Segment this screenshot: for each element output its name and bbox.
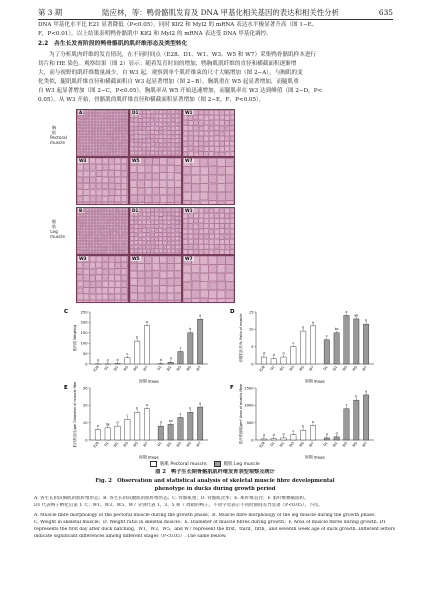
running-header [38,6,393,18]
x-tick-label: W1 [331,365,339,372]
y-tick-label: 250 [80,310,88,315]
significance-letter: d [159,420,162,425]
x-tick-label: W7 [361,365,368,372]
x-tick-label: W5 [298,365,305,372]
paragraph-line: 自 W3 起显著增加（图 2−C，P<0.05）。胸肌率从 W5 开始迅速增加，而腿肌率在 W3 达到峰值（图 2−D，P< [38,88,323,94]
x-tick-label: D1 [269,365,276,372]
significance-letter: a [199,313,202,318]
significance-letter: a [312,320,315,325]
x-tick-label: W5 [185,365,193,372]
y-tick-label: 10 [248,327,254,332]
tile-label: D1 [132,110,139,115]
bar [197,407,202,440]
running-title: 陆应林，等：鸭骨骼肌发育及 DNA 甲基化相关基因的表达和相关性分析 [102,7,339,17]
he-stain-image [77,208,128,254]
bar [125,358,130,364]
bar [168,362,173,364]
he-stain-image [183,110,234,156]
x-tick-label: W3 [122,441,130,448]
significance-letter: b [189,327,192,332]
micrograph-tile [182,207,235,255]
x-tick-label: W1 [112,441,120,448]
significance-letter: a [199,401,202,406]
row-label-pectoral: 胸肌 Pectoral muscle [50,125,67,145]
significance-letter: c [292,341,295,346]
bar [291,435,296,440]
bar [271,359,276,364]
he-stain-image [130,208,181,254]
figure-caption-cn: 图 2 鸭子生长期骨骼肌肌纤维发育表型观察及统计 [155,469,275,475]
significance-letter: d [169,356,172,361]
significance-letter: d [325,432,328,437]
x-axis-label: 时期 Stage [305,378,325,384]
y-tick-label: 15 [248,310,254,315]
y-axis-label: 肌纤维面积/μm² Area of muscle fibre [239,383,243,445]
he-stain-image [130,256,181,302]
y-tick-label: 5 [251,344,254,349]
chart-legend [150,461,260,467]
bar [135,412,140,440]
significance-letter: cd [168,418,173,423]
y-tick-label: 1500 [244,386,254,391]
significance-letter: b [355,394,358,399]
bar [261,439,266,440]
micrograph-tile [76,207,129,255]
significance-letter: c [345,403,348,408]
tile-label: W3 [79,256,87,261]
significance-letter: c [292,429,295,434]
bar [281,438,286,440]
x-tick-label: W1 [278,441,286,448]
he-stain-image [183,256,234,302]
x-tick-label: W7 [361,441,368,448]
x-tick-label: W1 [331,441,339,448]
x-tick-label: D1 [156,365,163,372]
legend-label-pectoral: 胸肌 Pectoral muscle; [160,462,208,467]
x-tick-label: D1 [103,365,110,372]
x-tick-label: D1 [322,365,329,372]
caption-notes-en: indicate significant differences among different stages（P<0.05）. The same bellow. [34,534,227,539]
y-axis-label: 肌肉重 Weight/g [73,324,77,352]
micrograph-tile [76,157,129,205]
significance-letter: de [105,422,110,427]
histology-figure [50,109,380,305]
x-tick-label: W7 [142,365,149,372]
significance-letter: d [159,358,162,363]
tile-label: A [79,110,83,115]
x-tick-label: E28 [92,441,100,449]
he-stain-image [183,158,234,204]
bar [261,357,266,364]
page-number: 635 [378,7,393,17]
bar [354,319,359,364]
legend-label-leg: 腿肌 Leg muscle [223,462,260,467]
x-tick-label: W5 [351,365,359,372]
y-tick-label: 500 [246,420,254,425]
bar [197,319,202,364]
x-tick-label: W7 [195,365,202,372]
y-tick-label: 10 [82,420,88,425]
significance-letter: d [272,433,275,438]
micrograph-tile [129,157,182,205]
caption-notes-en: represents the first day after duck hatching，W1，W3，W5，and W7 represent the first，third，fifth，and seventh week age of duck growth. Different letters [34,527,396,532]
x-axis-label: 时期 Stage [305,454,325,460]
y-tick-label: 100 [80,341,88,346]
micrograph-tile [76,109,129,157]
x-tick-label: W3 [122,365,130,372]
bar [158,426,163,440]
bar [310,425,315,440]
bar [301,331,306,364]
x-tick-label: E28 [258,365,266,373]
paragraph-line: 切片和 HE 染色。观察结果（图 2）显示：随着发育时间的增加，鸭胸肌肌纤维的直径和横截面积逐渐增 [38,61,297,67]
x-tick-label: E28 [92,365,100,373]
x-tick-label: W5 [351,441,359,448]
y-tick-label: 0 [251,362,254,367]
x-tick-label: W7 [308,365,315,372]
significance-letter: d [106,358,109,363]
paragraph-line: 化类似，腿肌肌纤维直径和横截面积自 W3 起显著增加（图 2−B）。胸肌重在 W5 起显著增加，而腿肌重 [38,79,299,85]
bar [105,428,110,440]
x-tick-label: W1 [112,365,120,372]
x-tick-label: W3 [341,441,349,448]
paragraph-line: 0.05）。从 W3 开始，骨骼肌的肌纤维直径和横截面积显著增加（图 2−E，F，P<0.05）。 [38,97,265,103]
y-tick-label: 0 [85,438,88,443]
micrograph-tile [182,157,235,205]
x-tick-label: E28 [258,441,266,449]
bar [188,333,193,364]
y-tick-label: 50 [82,351,88,356]
x-tick-label: W5 [298,441,305,448]
x-tick-label: D1 [322,441,329,448]
tile-label: W1 [185,110,193,115]
he-stain-image [130,158,181,204]
significance-letter: d [262,433,265,438]
caption-notes-en: A. Muscle fibre morphology of the pectoral muscle during the growth phase；B. Muscle fibre morphology of the leg muscle during the growth phase； [34,513,379,518]
bar [324,340,329,364]
tile-label: W5 [132,158,140,163]
x-axis-label: 时期 Stage [139,378,159,384]
x-tick-label: D1 [156,441,163,448]
bar [115,426,120,440]
x-tick-label: W3 [341,365,349,372]
x-tick-label: W1 [278,365,286,372]
he-stain-image [77,158,128,204]
he-stain-image [183,208,234,254]
y-tick-label: 1000 [244,403,254,408]
figure-caption-en-1: Fig. 2 Observation and statistical analysis of skeletal muscle fibre developmental [95,478,335,484]
x-tick-label: W5 [185,441,193,448]
significance-letter: a [312,419,315,424]
significance-letter: a [146,403,149,408]
significance-letter: e [96,424,99,428]
panel-letter: F [230,385,234,391]
issue-number: 第 3 期 [38,7,63,17]
tile-label: W7 [185,158,193,163]
micrograph-tile [76,255,129,303]
tile-label: W3 [79,158,87,163]
micrograph-tile [129,255,182,303]
bar [354,400,359,440]
header-rule [38,19,393,20]
significance-letter: d [116,357,119,362]
significance-letter: c [126,352,129,357]
bar [178,417,183,440]
tile-label: D1 [132,208,139,213]
bar [271,439,276,440]
significance-letter: c [126,413,129,418]
chart-E [62,382,212,460]
y-tick-label: 0 [85,362,88,367]
y-tick-label: 30 [82,386,88,391]
significance-letter: c [179,411,182,416]
x-tick-label: W3 [175,441,183,448]
significance-letter: b [189,406,192,411]
significance-letter: c [179,345,182,350]
y-tick-label: 0 [251,438,254,443]
legend-swatch-leg [214,461,221,467]
bar [344,315,349,364]
micrograph-tile [129,109,182,157]
significance-letter: a [365,389,368,394]
caption-notes-cn: D1 代表鸭子孵化后第 1 天；W1、W3、W5、W7 分别代表 1、3、5 和 7 周龄的鸭子。不同字母表示不同时期间差异显著（P<0.05）。下同。 [34,503,323,508]
bar [95,430,100,440]
significance-letter: a [345,309,348,314]
tile-label: W5 [132,256,140,261]
y-tick-label: 200 [80,320,88,325]
figure-caption-en-2: phenotype in ducks during growth period [154,486,276,492]
micrograph-tile [182,255,235,303]
paragraph-line: F，P<0.01）。以上结果表明鸭骨骼肌中 Klf2 和 Myl2 的 mRNA 表达受 DNA 甲基化调控。 [38,31,272,37]
bar [178,352,183,364]
bar [115,363,120,364]
x-tick-label: D1 [103,441,110,448]
x-tick-label: W1 [165,365,173,372]
chart-F [228,382,378,460]
x-tick-label: W3 [288,441,296,448]
bar [324,438,329,440]
tile-label: W7 [185,256,193,261]
he-stain-image [130,110,181,156]
significance-letter: d [282,432,285,437]
row-label-leg: 腿肌 Leg muscle [50,219,65,239]
chart-D [228,306,378,384]
significance-letter: d [96,358,99,363]
panel-letter: C [64,309,69,315]
micrograph-tile [129,207,182,255]
bar [310,326,315,364]
significance-letter: d [116,420,119,425]
y-axis-label: 肌纤维直径/μm Diameter of muscle fibre [73,382,77,448]
significance-letter: d [262,351,265,356]
paragraph-line: 大，而与视野的肌纤维数量减少。自 W3 起，观察到单个肌纤维束的尺寸大幅增加（图 2−A）。与胸肌的变 [38,70,303,76]
he-stain-image [77,110,128,156]
significance-letter: d [335,431,338,436]
he-stain-image [77,256,128,302]
panel-letter: E [64,385,68,391]
significance-letter: d [272,353,275,358]
section-heading: 2.2 各生长发育阶段的鸭骨骼肌的肌纤维形态及类型转化 [38,41,188,47]
bar [363,324,368,364]
significance-letter: c [325,334,328,339]
bar [301,430,306,440]
bar [144,409,149,440]
y-axis-label: 骨骼肌比率/% Ratio of muscle [239,313,243,363]
y-tick-label: 20 [82,403,88,408]
bar [281,357,286,364]
y-tick-label: 150 [80,331,88,336]
x-axis-label: 时期 Stage [139,454,159,460]
significance-letter: bc [334,327,339,332]
bar [344,409,349,440]
significance-letter: b [365,318,368,323]
paragraph-line: 为了分析肌肉纤维的发育情况，在不同时间点（E28、D1、W1、W3、W5 和 W7）采集鸭骨骼肌样本进行 [49,52,317,58]
bar [135,341,140,364]
bar [363,395,368,440]
micrograph-tile [182,109,235,157]
significance-letter: d [282,351,285,356]
x-tick-label: W7 [142,441,149,448]
significance-letter: a [146,319,149,324]
significance-letter: b [302,325,305,330]
x-tick-label: W5 [132,365,139,372]
tile-label: W1 [185,208,193,213]
x-tick-label: W3 [175,365,183,372]
x-tick-label: D1 [269,441,276,448]
caption-notes-en: C. Weight in skeletal muscle；D. Weight ratio in skeletal muscle；E. Diameter of muscle fibres during growth；F. Area of muscle fibres during growth. D1 [34,520,386,525]
x-tick-label: W1 [165,441,173,448]
x-tick-label: W5 [132,441,139,448]
x-tick-label: W7 [308,441,315,448]
bar [144,326,149,364]
legend-swatch-pectoral [150,461,157,467]
panel-letter: D [230,309,235,315]
chart-C [62,306,212,384]
bar [188,412,193,440]
bar [291,347,296,364]
x-tick-label: W3 [288,365,296,372]
significance-letter: b [136,335,139,340]
bar [168,424,173,440]
significance-letter: b [136,406,139,411]
significance-letter: b [302,424,305,429]
bar [334,437,339,440]
tile-label: B [79,208,83,213]
caption-notes-cn: A. 各生长阶段胸肌的肌纤维形态；B. 各生长阶段腿肌的肌纤维形态；C. 骨骼肌重；D. 骨骼肌比率；E. 肌纤维直径；F. 肌纤维横截面积。 [34,496,309,501]
bar [125,419,130,440]
x-tick-label: W7 [195,441,202,448]
significance-letter: ab [354,313,359,318]
paragraph-line: DNA 甲基化水平比 E21 显著降低（P<0.05），同时 Klf2 和 Myl2 的 mRNA 表达水平极显著升高（图 1−E、 [38,22,318,28]
bar [334,333,339,364]
